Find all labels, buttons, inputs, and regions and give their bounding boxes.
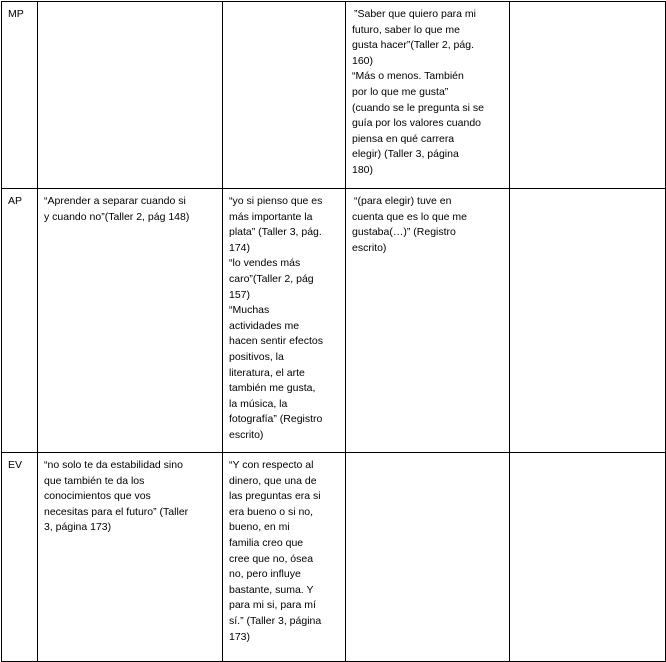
table-cell xyxy=(38,453,223,662)
cell-text: ”Saber que quiero para mi futuro, saber lo que me gusta hacer”(Taller 2, pág. 160) “Más o menos. También por lo que me gusta” (cuando se le pregunta si se guía por los valores cuando piensa en qué carrera elegir) (Taller 3, página 180) xyxy=(352,8,484,176)
table-cell xyxy=(223,453,346,662)
cell-text: “yo si pienso que es más importante la plata” (Taller 3, pág. 174) “lo vendes más caro”(Taller 2, pág 157) “Muchas actividades me hacen sentir efectos positivos, la literatura, el arte también me gusta, la música, la fotografía” (Registro escrito) xyxy=(229,195,323,441)
table-cell xyxy=(346,2,510,189)
cell-text: “Y con respecto al dinero, que una de las preguntas era si era bueno o si no, bueno, en mi familia creo que cree que no, ósea no, pero influye bastante, suma. Y para mi si, para mí sí.” (Taller 3, página 173) xyxy=(229,459,322,643)
row-code-label: MP xyxy=(8,8,24,20)
cell-text: “Aprender a separar cuando si y cuando no”(Taller 2, pág 148) xyxy=(44,195,190,223)
row-code xyxy=(2,189,38,453)
table-cell xyxy=(346,189,510,453)
table-cell xyxy=(510,189,666,453)
table-cell xyxy=(223,2,346,189)
table-cell xyxy=(510,2,666,189)
table-cell xyxy=(223,189,346,453)
table-cell xyxy=(510,453,666,662)
table-cell xyxy=(38,189,223,453)
cell-text xyxy=(352,459,354,471)
interview-quotes-table xyxy=(1,1,666,662)
row-code-label: EV xyxy=(8,459,23,471)
table-cell xyxy=(38,2,223,189)
table-row xyxy=(2,2,666,189)
table-row xyxy=(2,189,666,453)
row-code-label: AP xyxy=(8,195,23,207)
table-cell xyxy=(346,453,510,662)
row-code xyxy=(2,453,38,662)
row-code xyxy=(2,2,38,189)
table-row xyxy=(2,453,666,662)
cell-text: “(para elegir) tuve en cuenta que es lo que me gustaba(…)” (Registro escrito) xyxy=(352,195,467,254)
cell-text: “no solo te da estabilidad sino que también te da los conocimientos que vos necesitas para el futuro” (Taller 3, página 173) xyxy=(44,459,189,534)
